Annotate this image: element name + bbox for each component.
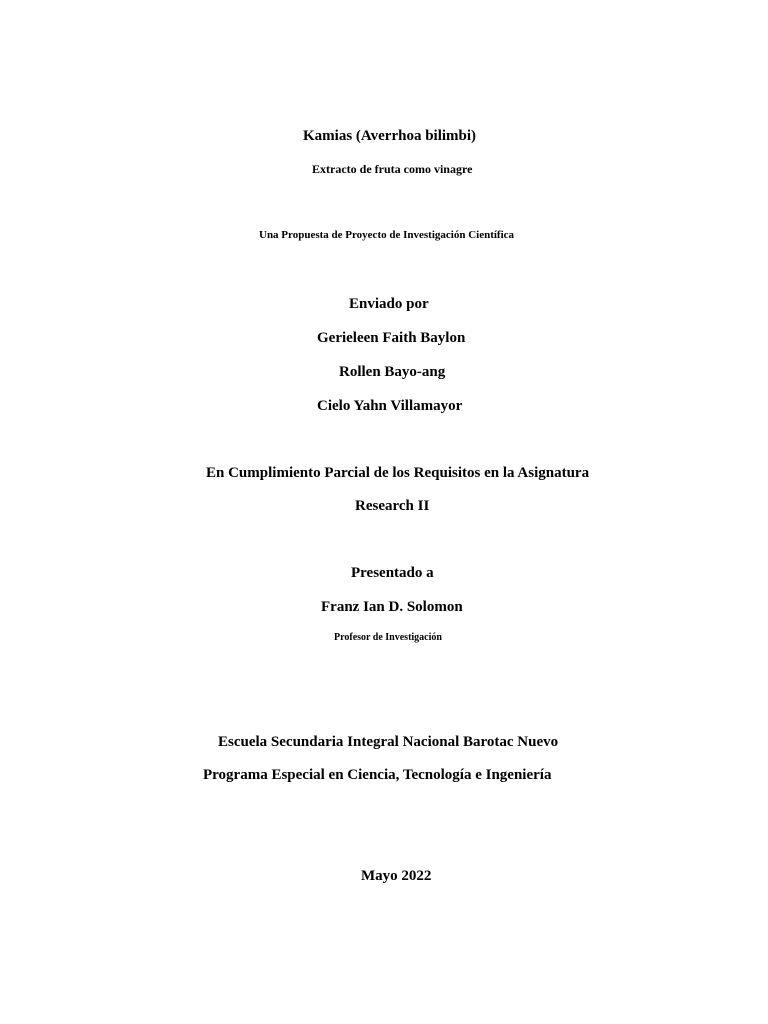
document-date: Mayo 2022 [361, 868, 432, 884]
fulfillment-statement: En Cumplimiento Parcial de los Requisitos en la Asignatura [206, 465, 590, 481]
school-name: Escuela Secundaria Integral Nacional Barotac Nuevo [218, 734, 559, 750]
document-subtitle: Extracto de fruta como vinagre [312, 162, 473, 176]
advisor-name: Franz Ian D. Solomon [321, 599, 463, 615]
proposal-type: Una Propuesta de Proyecto de Investigación Científica [259, 229, 515, 241]
submitted-by-label: Enviado por [349, 296, 429, 312]
author-1: Gerieleen Faith Baylon [317, 330, 466, 346]
subject-name: Research II [355, 498, 430, 514]
presented-to-label: Presentado a [351, 565, 434, 581]
advisor-role: Profesor de Investigación [334, 632, 442, 643]
author-3: Cielo Yahn Villamayor [317, 398, 463, 414]
document-title: Kamias (Averrhoa bilimbi) [303, 128, 477, 144]
program-name: Programa Especial en Ciencia, Tecnología e Ingeniería [203, 767, 552, 783]
author-2: Rollen Bayo-ang [339, 364, 446, 380]
